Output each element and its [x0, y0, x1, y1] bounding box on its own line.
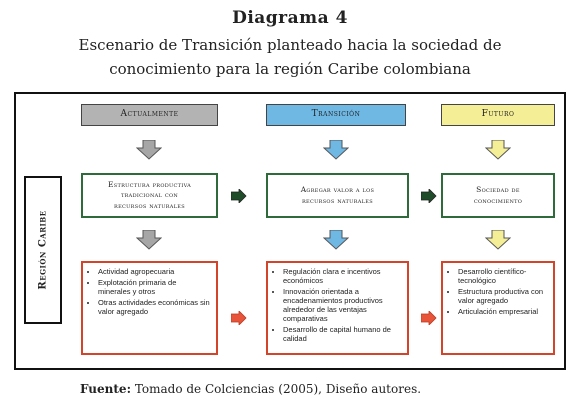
source-note	[80, 382, 421, 396]
header-futuro: Futuro	[441, 104, 555, 126]
right-arrow-icon	[231, 189, 247, 203]
list-item: • Estructura productiva con valor agregado	[458, 287, 547, 305]
down-arrow-icon	[136, 230, 162, 250]
header-actualmente: Actualmente	[81, 104, 218, 126]
diagram-subtitle-line-2: conocimiento para la región Caribe colombiana	[109, 60, 471, 78]
list-item: • Innovación orientada a encadenamientos productivos alrededor de las ventajas comparativas	[283, 287, 401, 323]
source-label: Fuente:	[80, 382, 131, 396]
box-transicion-items	[266, 261, 409, 355]
box-line: tradicional con	[120, 190, 179, 200]
list-item: • Actividad agropecuaria	[98, 267, 210, 276]
down-arrow-icon	[485, 230, 511, 250]
list-item: • Desarrollo científico-tecnológico	[458, 267, 547, 285]
down-arrow-icon	[136, 140, 162, 160]
header-transicion: Transición	[266, 104, 406, 126]
down-arrow-icon	[323, 230, 349, 250]
box-actualmente-items	[81, 261, 218, 355]
box-line: Agregar valor a los	[300, 185, 375, 195]
region-label: Región Caribe	[37, 210, 49, 290]
box-line: recursos naturales	[301, 195, 373, 205]
source-text: Tomado de Colciencias (2005), Diseño autores.	[131, 382, 422, 396]
list-item: • Regulación clara e incentivos económicos	[283, 267, 401, 285]
diagram-subtitle-line-1: Escenario de Transición planteado hacia la sociedad de	[78, 36, 502, 54]
box-estructura-productiva	[81, 173, 218, 218]
box-agregar-valor	[266, 173, 409, 218]
list-item: • Explotación primaria de minerales y otros	[98, 278, 210, 296]
list-item: • Articulación empresarial	[458, 307, 547, 316]
box-line: Estructura productiva	[107, 180, 192, 190]
box-futuro-items	[441, 261, 555, 355]
diagram-title: Diagrama 4	[232, 8, 348, 28]
list-item: • Desarrollo de capital humano de calidad	[283, 325, 401, 343]
down-arrow-icon	[485, 140, 511, 160]
right-arrow-icon	[231, 311, 247, 325]
box-line: Sociedad de	[476, 185, 520, 195]
list-item: • Otras actividades económicas sin valor agregado	[98, 298, 210, 316]
box-line: conocimiento	[473, 195, 523, 205]
right-arrow-icon	[421, 311, 437, 325]
region-side-box	[24, 176, 62, 324]
box-sociedad-conocimiento	[441, 173, 555, 218]
right-arrow-icon	[421, 189, 437, 203]
box-line: recursos naturales	[114, 200, 185, 210]
down-arrow-icon	[323, 140, 349, 160]
